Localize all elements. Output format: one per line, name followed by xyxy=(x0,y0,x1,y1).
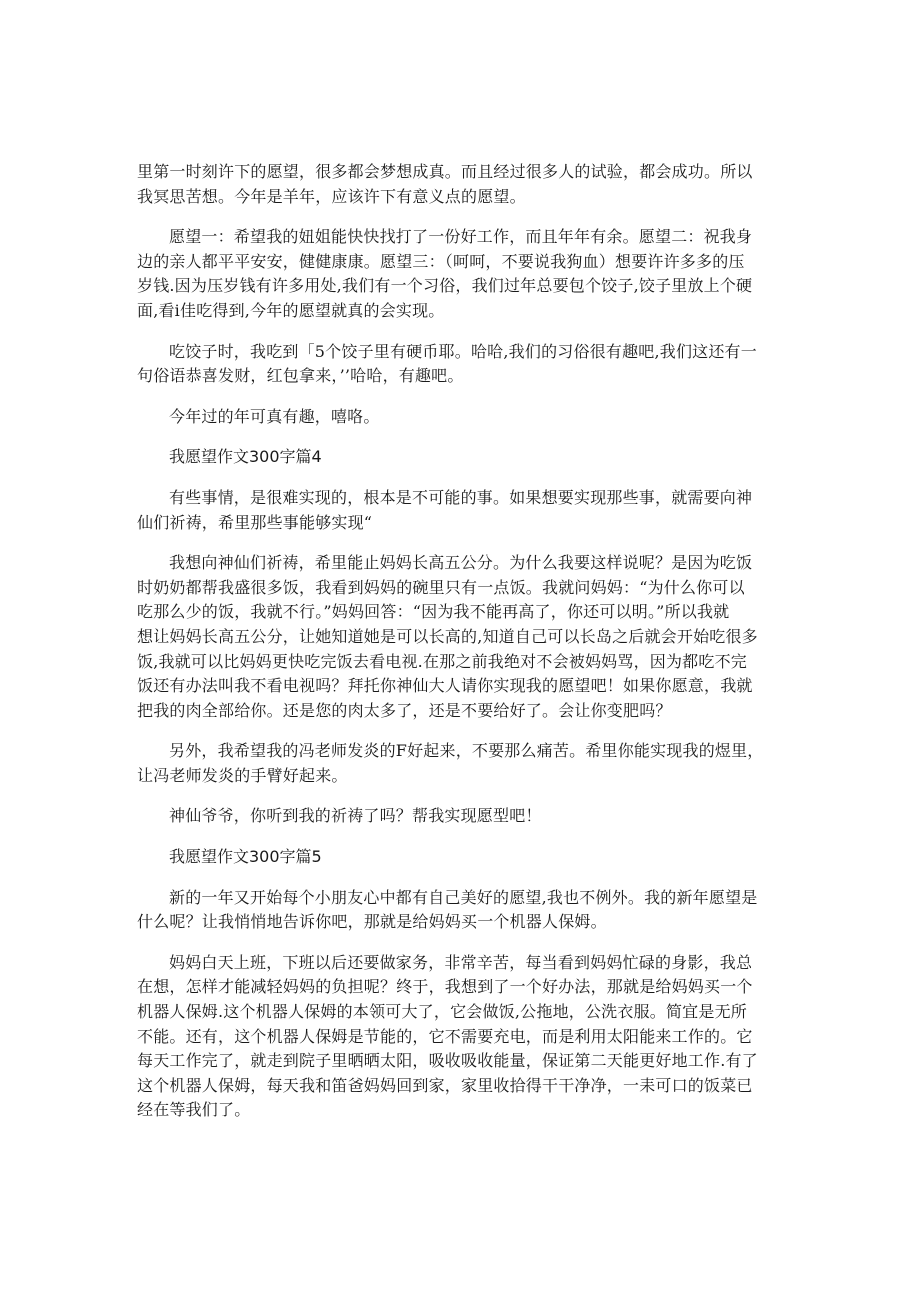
text-line: 今年过的年可真有趣，嘻咯。 xyxy=(169,406,380,426)
text-line: 什么呢？让我悄悄地告诉你吧，那就是给妈妈买一个机器人保姆。 xyxy=(137,912,607,932)
text-line: 不能。还有，这个机器人保姆是节能的，它不需要充电，而是利用太阳能来工作的。它 xyxy=(137,1026,753,1046)
text-line: 句俗语恭喜发财，红包拿来，’’哈哈，有趣吧。 xyxy=(137,366,464,386)
text-line: 把我的肉全部给你。还是您的肉太多了，还是不要给好了。会让你变肥吗？ xyxy=(137,700,672,720)
text-line: 经在等我们了。 xyxy=(137,1100,251,1120)
text-line: 另外，我希望我的冯老师发炎的F好起来，不要那么痛苦。希里你能实现我的煜里， xyxy=(169,741,764,761)
paragraph xyxy=(137,160,792,209)
text-line: 神仙爷爷，你听到我的祈祷了吗？帮我实现愿型吧！ xyxy=(169,806,542,826)
text-line: 我想向神仙们祈祷，希里能止妈妈长高五公分。为什么我要这样说呢？是因为吃饭 xyxy=(169,553,753,573)
text-line: 仙们祈祷，希里那些事能够实现“ xyxy=(137,512,373,532)
text-line: 有些事情，是很难实现的，根本是不可能的事。如果想要实现那些事，就需要向神 xyxy=(169,487,753,507)
text-line: 新的一年又开始每个小朋友心中都有自己美好的愿望,我也不例外。我的新年愿望是 xyxy=(169,887,758,907)
paragraph xyxy=(137,486,792,535)
document-body xyxy=(137,160,792,1139)
paragraph xyxy=(137,886,792,935)
paragraph xyxy=(137,405,792,430)
text-line: 饭还有办法叫我不看电视吗？拜托你神仙大人请你实现我的愿望吧！如果你愿意，我就 xyxy=(137,676,753,696)
text-line: 我冥思苦想。今年是羊年，应该许下有意义点的愿望。 xyxy=(137,186,526,206)
paragraph xyxy=(137,739,792,788)
text-line: 每天工作完了，就走到院子里晒晒太阳，吸收吸收能量，保证第二天能更好地工作.有了 xyxy=(137,1051,758,1071)
text-line: 妈妈白天上班，下班以后还要做家务，非常辛苦，每当看到妈妈忙碌的身影，我总 xyxy=(169,952,753,972)
text-line: 吃那么少的饭，我就不行。”妈妈回答：“因为我不能再高了，你还可以明。”所以我就 xyxy=(137,602,730,622)
text-line: 让冯老师发炎的手臂好起来。 xyxy=(137,765,348,785)
text-line: 吃饺子时，我吃到「5个饺子里有硬币耶。哈哈,我们的习俗很有趣吧,我们这还有一 xyxy=(169,341,757,361)
paragraph xyxy=(137,551,792,723)
text-line: 想让妈妈长高五公分，让她知道她是可以长高的,知道自己可以长岛之后就会开始吃很多 xyxy=(137,626,758,646)
paragraph xyxy=(137,951,792,1123)
paragraph xyxy=(137,225,792,323)
text-line: 面,看i佳吃得到,今年的愿望就真的会实现。 xyxy=(137,300,445,320)
text-line: 里第一时刻许下的愿望，很多都会梦想成真。而且经过很多人的试验，都会成功。所以 xyxy=(137,162,753,181)
text-line: 这个机器人保姆，每天我和笛爸妈妈回到家，家里收拾得干干净净，一耒可口的饭菜已 xyxy=(137,1075,753,1095)
text-line: 愿望一：希望我的妞姐能快快找打了一份好工作，而且年年有余。愿望二：祝我身 xyxy=(169,227,753,247)
section-heading: 我愿望作文300字篇4 xyxy=(169,447,322,467)
text-line: 岁钱.因为压岁钱有许多用处,我们有一个习俗，我们过年总要包个饺子,饺子里放上个硬 xyxy=(137,276,753,296)
text-line: 机器人保姆.这个机器人保姆的本领可大了，它会做饭,公拖地，公洗衣服。简宜是无所 xyxy=(137,1002,747,1022)
text-line: 在想，怎样才能减轻妈妈的负担呢？终于，我想到了一个好办法，那就是给妈妈买一个 xyxy=(137,977,753,997)
text-line: 饭,我就可以比妈妈更快吃完饭去看电视.在那之前我绝对不会被妈妈骂，因为都吃不完 xyxy=(137,651,747,671)
paragraph xyxy=(137,804,792,829)
section-heading: 我愿望作文300字篇5 xyxy=(169,847,322,867)
paragraph xyxy=(137,340,792,389)
text-line: 时奶奶都帮我盛很多饭，我看到妈妈的碗里只有一点饭。我就问妈妈：“为什么你可以 xyxy=(137,577,745,597)
text-line: 边的亲人都平平安安，健健康康。愿望三：（呵呵，不要说我狗血）想要许许多多的压 xyxy=(137,251,745,271)
